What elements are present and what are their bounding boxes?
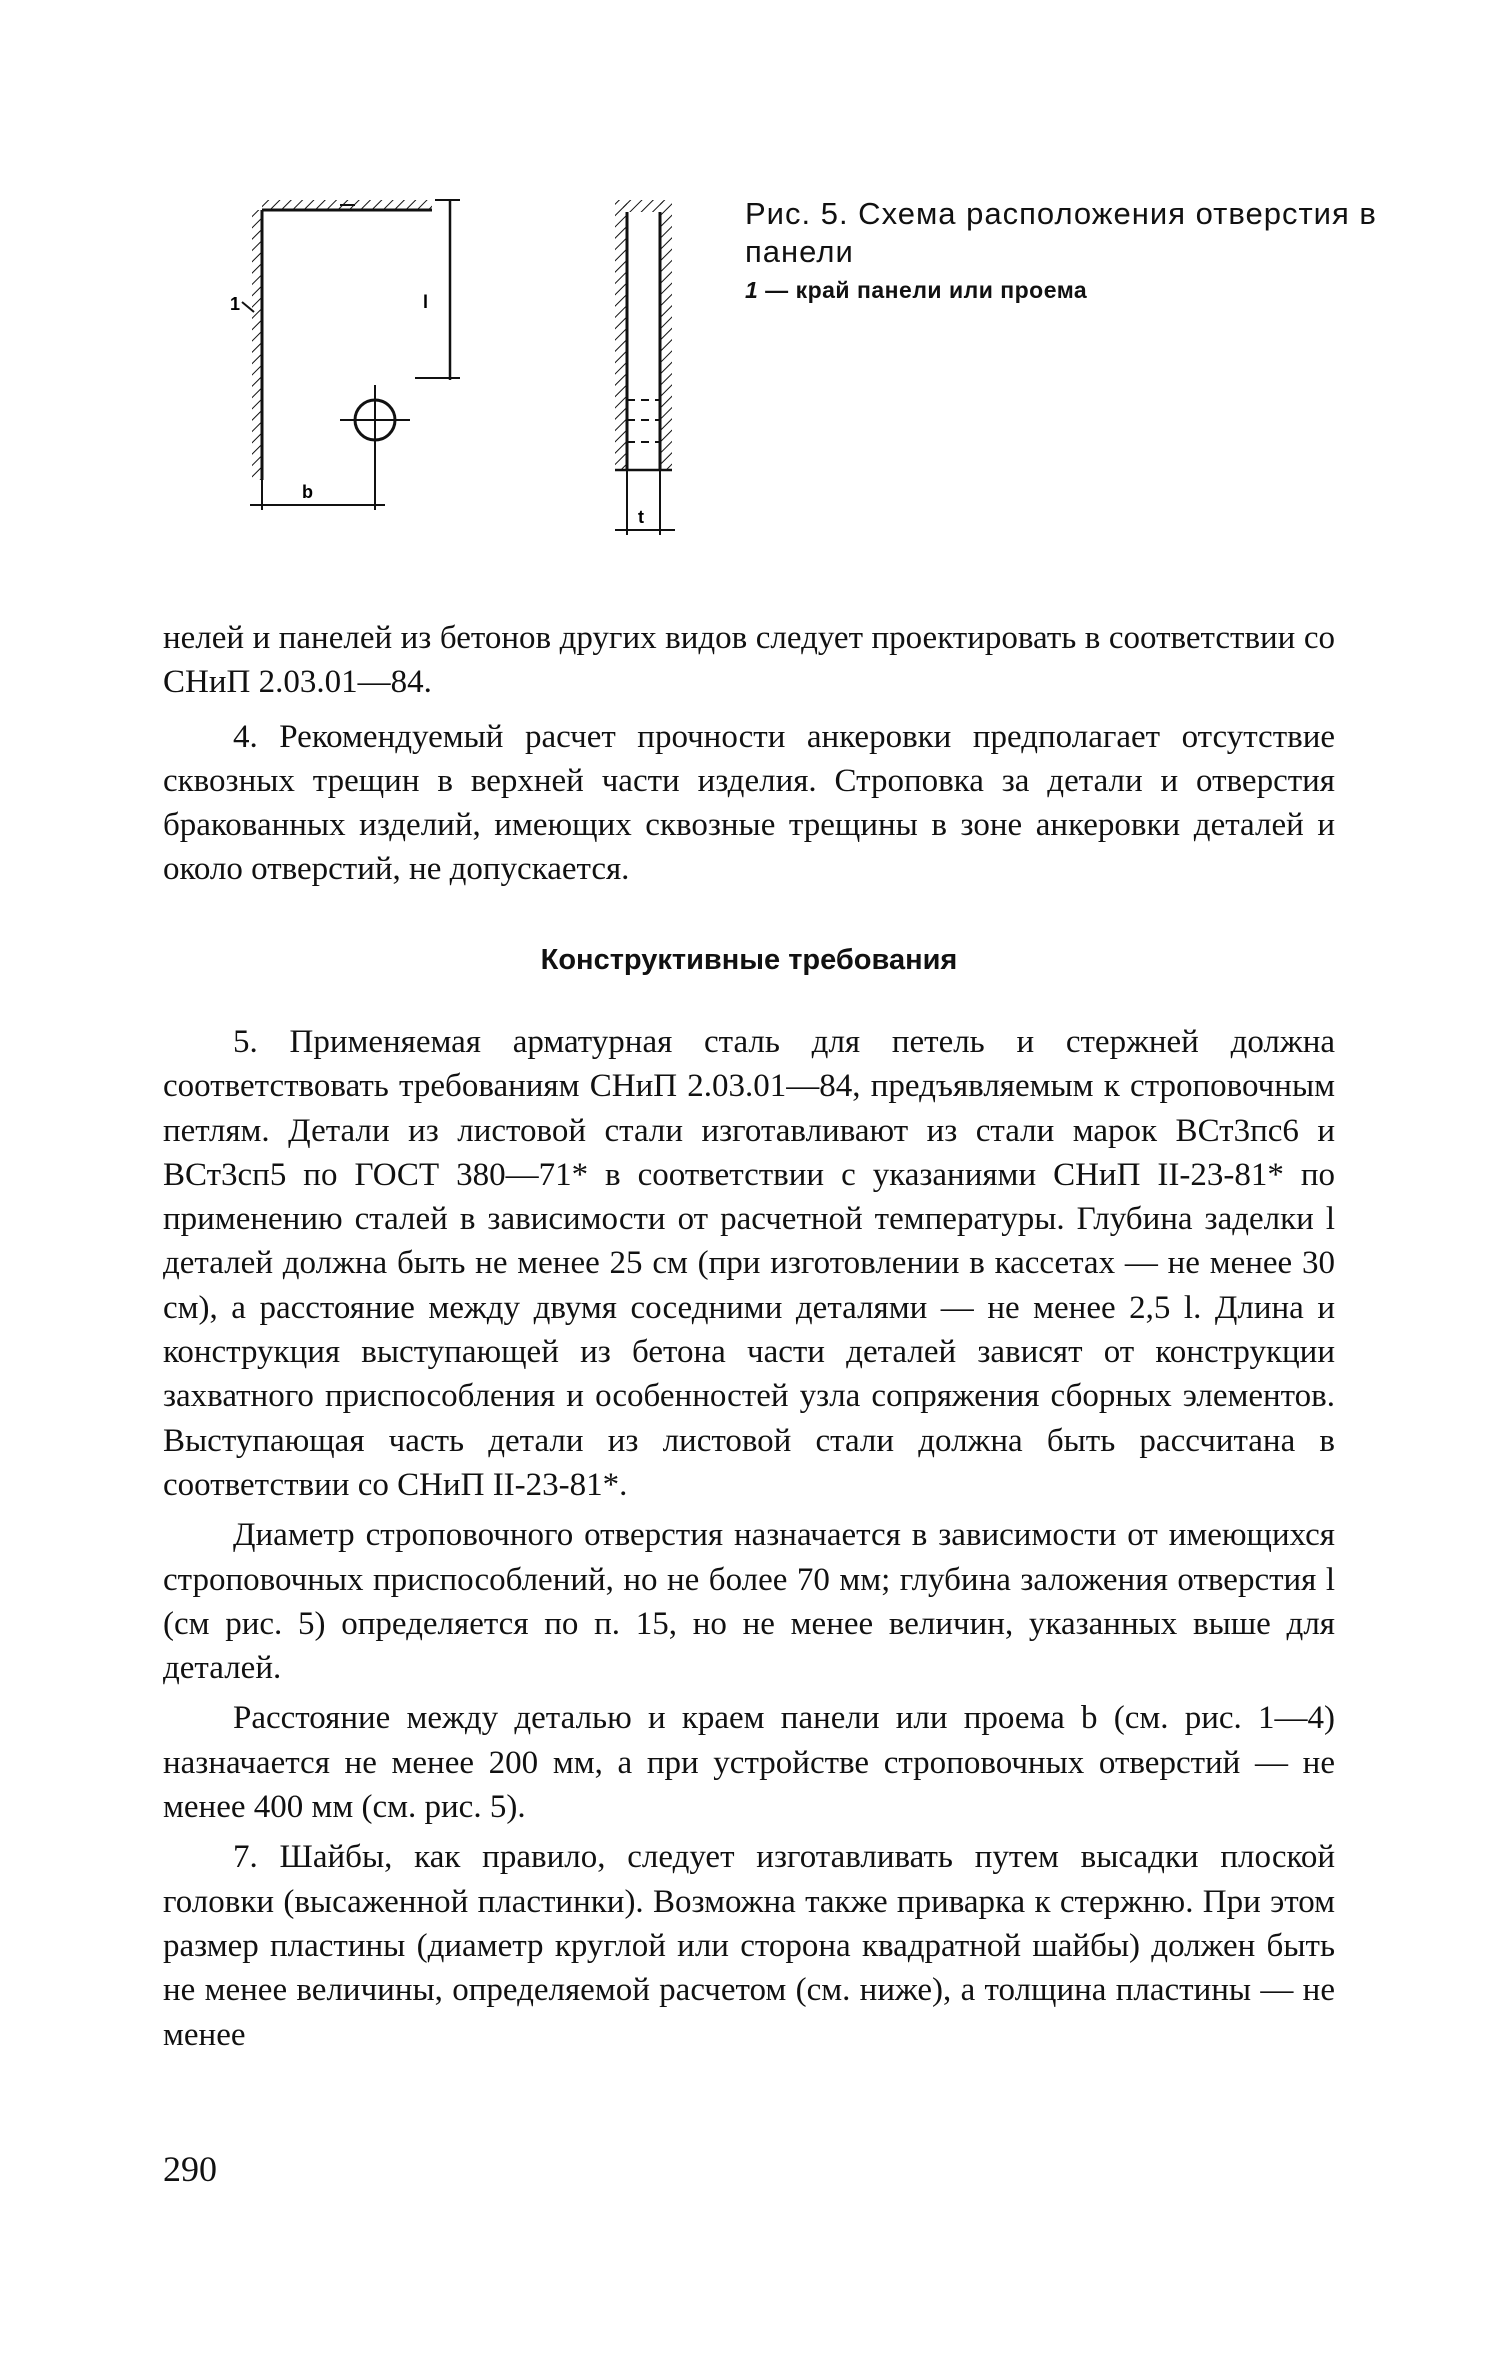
figure-legend — [745, 275, 1385, 305]
text-block-bottom — [163, 1020, 1335, 2057]
paragraph-item-7: 7. Шайбы, как правило, следует изготавливать путем высадки плоской головки (высаженной пластинки). Возможна также приварка к стержню. При этом размер пластины (диаметр круглой или сторона квадратной шайбы) должен быть не менее величины, определяемой расчетом (см. ниже), а толщина пластины — не менее — [163, 1839, 1335, 2053]
dimension-l-label: l — [423, 292, 429, 312]
text-block-top — [163, 616, 1335, 892]
figure-caption — [745, 195, 1385, 305]
dimension-b-label: b — [302, 482, 313, 502]
edge-marker-label: 1 — [230, 294, 241, 314]
paragraph-item-4: 4. Рекомендуемый расчет прочности анкеровки предполагает отсутствие сквозных трещин в верхней части изделия. Строповка за детали и отверстия бракованных изделий, имеющих сквозные трещины в зоне анкеровки деталей и около отверстий, не допускается. — [163, 718, 1335, 888]
legend-text: — край панели или проема — [758, 277, 1088, 303]
paragraph-hole-diameter: Диаметр строповочного отверстия назначается в зависимости от имеющихся строповочных приспособлений, но не более 70 мм; глубина заложения отверстия l (см рис. 5) определяется по п. 15, но не менее величин, указанных выше для деталей. — [163, 1517, 1335, 1687]
legend-marker: 1 — [745, 277, 759, 303]
paragraph-distance: Расстояние между деталью и краем панели или проема b (см. рис. 1—4) назначается не менее 200 мм, а при устройстве строповочных отверстий — не менее 400 мм (см. рис. 5). — [163, 1700, 1335, 1826]
paragraph-continuation: нелей и панелей из бетонов других видов следует проектировать в соответствии со СНиП 2.03.01—84. — [163, 620, 1335, 701]
panel-front-view — [230, 200, 460, 510]
section-heading: Конструктивные требования — [540, 944, 958, 976]
figure-5-diagram — [220, 180, 700, 550]
page-number: 290 — [163, 2149, 217, 2189]
paragraph-item-5: 5. Применяемая арматурная сталь для петель и стержней должна соответствовать требованиям СНиП 2.03.01—84, предъявляемым к строповочным петлям. Детали из листовой стали изготавливают из стали марок ВСт3пс6 и ВСт3сп5 по ГОСТ 380—71* в соответствии с указаниями СНиП II-23-81* по применению сталей в зависимости от расчетной температуры. Глубина заделки l деталей должна быть не менее 25 см (при изготовлении в кассетах — не менее 30 см), а расстояние между двумя соседними деталями — не менее 2,5 l. Длина и конструкция выступающей из бетона части деталей зависят от конструкции захватного приспособления и особенностей узла сопряжения сборных элементов. Выступающая часть детали из листовой стали должна быть рассчитана в соответствии со СНиП II-23-81*. — [163, 1024, 1335, 1503]
dimension-t-label: t — [638, 507, 644, 527]
figure-caption-title: Рис. 5. Схема расположения отверстия в панели — [745, 196, 1377, 269]
panel-side-section — [615, 200, 675, 535]
